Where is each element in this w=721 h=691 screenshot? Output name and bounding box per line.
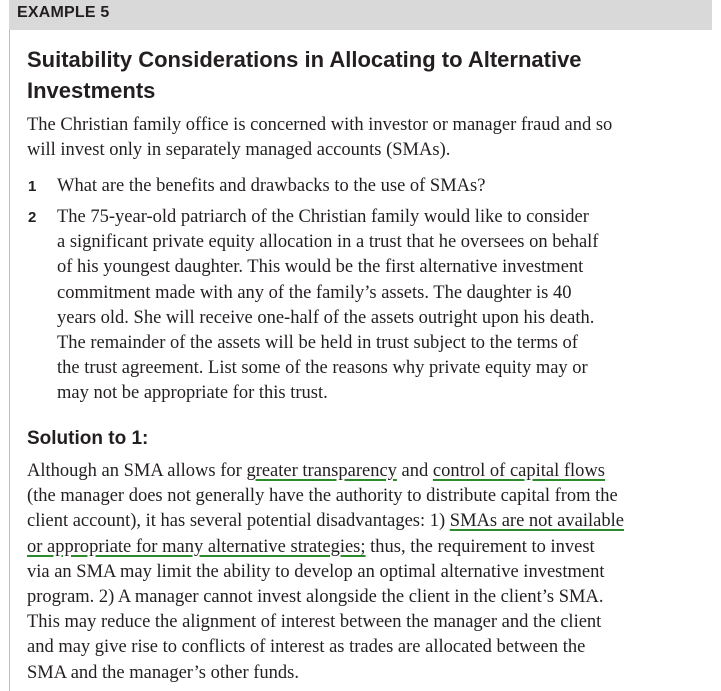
solution-line <box>27 535 595 560</box>
solution-line: program. 2) A manager cannot invest alongside the client in the client’s SMA. <box>27 587 604 608</box>
highlight-greater-transparency: greater transparency <box>246 461 397 481</box>
question-line: years old. She will receive one-half of the assets outright upon his death. <box>57 307 595 328</box>
question-2-number: 2 <box>28 209 37 226</box>
solution-line <box>27 459 605 484</box>
highlight-control-capital-flows: control of capital flows <box>432 461 605 481</box>
example-header-bar <box>9 0 712 30</box>
question-line: of his youngest daughter. This would be the first alternative investment <box>57 257 584 278</box>
example-title: Suitability Considerations in Allocating to Alternative Investments <box>27 47 582 103</box>
solution-text: Although an SMA allows for <box>27 461 247 481</box>
solution-line: (the manager does not generally have the authority to distribute capital from the <box>27 486 618 507</box>
intro-line: will invest only in separately managed accounts (SMAs). <box>27 140 451 161</box>
solution-text: and <box>396 461 433 481</box>
solution-line: SMA and the manager’s other funds. <box>27 662 299 683</box>
question-line: commitment made with any of the family’s assets. The daughter is 40 <box>57 282 572 303</box>
solution-line: and may give rise to conflicts of interest as trades are allocated between the <box>27 637 586 658</box>
solution-line: This may reduce the alignment of interest between the manager and the client <box>27 612 602 633</box>
intro-line: The Christian family office is concerned with investor or manager fraud and so <box>27 115 613 135</box>
intro-paragraph <box>27 113 612 163</box>
solution-text: thus, the requirement to invest <box>365 536 595 557</box>
solution-text: client account), it has several potential disadvantages: 1) <box>27 511 450 532</box>
frame-left-border <box>9 30 10 691</box>
example-label: EXAMPLE 5 <box>17 4 110 21</box>
solution-heading: Solution to 1: <box>27 428 149 449</box>
solution-line: via an SMA may limit the ability to develop an optimal alternative investment <box>27 561 605 582</box>
question-1-text <box>57 174 485 199</box>
question-line: What are the benefits and drawbacks to the use of SMAs? <box>57 176 486 196</box>
question-line: The 75-year-old patriarch of the Christian family would like to consider <box>57 207 589 227</box>
highlight-alternative-strategies: or appropriate for many alternative strategies; <box>27 536 366 557</box>
question-line: may not be appropriate for this trust. <box>57 383 328 404</box>
question-line: the trust agreement. List some of the reasons why private equity may or <box>57 358 588 379</box>
question-1-number: 1 <box>28 178 37 195</box>
solution-line <box>27 509 624 534</box>
highlight-smas-not-available: SMAs are not available <box>449 511 624 532</box>
question-line: The remainder of the assets will be held in trust subject to the terms of <box>57 333 578 354</box>
solution-paragraph <box>27 459 624 686</box>
question-line: a significant private equity allocation in a trust that he oversees on behalf <box>57 232 599 253</box>
question-2-text <box>57 205 598 407</box>
